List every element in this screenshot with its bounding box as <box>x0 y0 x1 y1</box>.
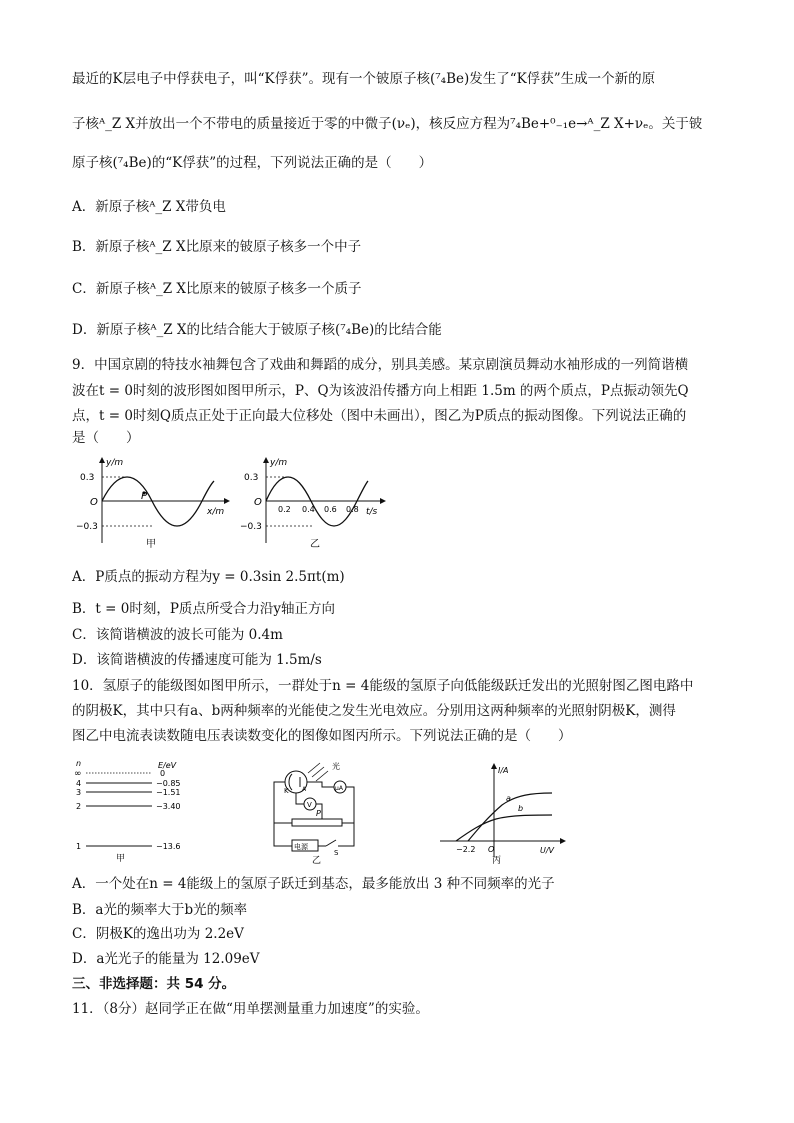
circuit-switch: S <box>334 849 339 857</box>
levels-n-inf: ∞ <box>74 769 82 779</box>
levels-n-3: 3 <box>76 788 82 797</box>
iv-curve-b: b <box>518 804 524 813</box>
circuit-caption: 乙 <box>312 856 322 866</box>
q10-figure-iv <box>436 757 576 867</box>
levels-n-4: 4 <box>76 779 82 788</box>
yi-top-tick: 0.3 <box>244 473 259 483</box>
iv-caption: 丙 <box>492 856 502 866</box>
q10-figure-circuit <box>262 757 382 867</box>
iv-origin: O <box>488 845 495 854</box>
jia-xlabel: x/m <box>207 507 225 517</box>
q8-option-d: D．新原子核ᴬ_Z X的比结合能大于铍原子核(⁷₄Be)的比结合能 <box>72 322 442 338</box>
q9-option-a: A．P质点的振动方程为y = 0.3sin 2.5πt(m) <box>72 569 345 585</box>
levels-e-4: −0.85 <box>156 779 181 788</box>
yi-ylabel: y/m <box>270 458 288 468</box>
q10-option-c: C．阴极K的逸出功为 2.2eV <box>72 926 244 942</box>
q10-line-2: 的阴极K，其中只有a、b两种频率的光能使之发生光电效应。分别用这两种频率的光照射阴极K，测得 <box>72 703 676 719</box>
q10-option-a: A．一个处在n = 4能级上的氢原子跃迁到基态，最多能放出 3 种不同频率的光子 <box>72 876 555 892</box>
iv-stop-voltage: −2.2 <box>456 845 476 854</box>
q8-option-a: A．新原子核ᴬ_Z X带负电 <box>72 199 226 215</box>
q10-figure-levels <box>72 757 222 867</box>
section-heading: 三、非选择题：共 54 分。 <box>72 976 236 992</box>
yi-caption: 乙 <box>310 539 320 550</box>
jia-top-tick: 0.3 <box>80 473 95 483</box>
levels-n-1: 1 <box>76 842 82 851</box>
circuit-voltmeter: V <box>307 801 312 809</box>
levels-n-header: n <box>76 759 82 768</box>
yi-tick-0-8: 0.8 <box>346 505 359 514</box>
q9-figure-yi <box>240 455 400 550</box>
levels-e-inf: 0 <box>160 769 166 778</box>
levels-caption: 甲 <box>116 854 126 864</box>
q8-line-3: 原子核(⁷₄Be)的“K俘获”的过程，下列说法正确的是（ ） <box>72 155 433 171</box>
jia-bottom-tick: −0.3 <box>76 522 98 532</box>
circuit-microammeter: μA <box>335 785 343 792</box>
q10-line-1: 10．氢原子的能级图如图甲所示，一群处于n = 4能级的氢原子向低能级跃迁发出的光照射图乙图电路中 <box>72 678 694 694</box>
q8-option-c: C．新原子核ᴬ_Z X比原来的铍原子核多一个质子 <box>72 281 362 297</box>
yi-xlabel: t/s <box>366 507 378 517</box>
q9-line-2: 波在t = 0时刻的波形图如图甲所示，P、Q为该波沿传播方向上相距 1.5m 的两个质点，P点振动领先Q <box>72 383 689 399</box>
levels-e-3: −1.51 <box>156 788 181 797</box>
levels-e-1: −13.6 <box>156 842 181 851</box>
jia-origin: O <box>90 497 98 508</box>
q9-line-3: 点，t = 0时刻Q质点正处于正向最大位移处（图中未画出），图乙为P质点的振动图像。下列说法正确的 <box>72 408 687 424</box>
circuit-slider-p: P <box>316 809 321 818</box>
q9-figure-jia <box>72 455 232 550</box>
q8-line-1: 最近的K层电子中俘获电子，叫“K俘获”。现有一个铍原子核(⁷₄Be)发生了“K俘获”生成一个新的原 <box>72 71 656 87</box>
q10-option-b: B．a光的频率大于b光的频率 <box>72 902 248 918</box>
jia-point-p: P <box>141 491 148 502</box>
q9-option-c: C．该简谐横波的波长可能为 0.4m <box>72 627 283 643</box>
yi-tick-0-2: 0.2 <box>278 505 291 514</box>
jia-ylabel: y/m <box>106 458 124 468</box>
q10-line-3: 图乙中电流表读数随电压表读数变化的图像如图丙所示。下列说法正确的是（ ） <box>72 728 572 744</box>
q9-line-1: 9．中国京剧的特技水袖舞包含了戏曲和舞蹈的成分，别具美感。某京剧演员舞动水袖形成的一列简谐横 <box>72 357 689 373</box>
yi-tick-0-4: 0.4 <box>302 505 315 514</box>
circuit-light: 光 <box>332 762 340 771</box>
q11-stem: 11．（8分）赵同学正在做“用单摆测量重力加速度”的实验。 <box>72 1001 429 1017</box>
iv-xlabel: U/V <box>540 846 555 855</box>
q9-line-4: 是（ ） <box>72 430 140 446</box>
levels-n-2: 2 <box>76 802 82 811</box>
iv-curve-a: a <box>506 794 511 803</box>
q10-option-d: D．a光光子的能量为 12.09eV <box>72 951 260 967</box>
jia-caption: 甲 <box>146 539 156 550</box>
circuit-cathode-k: K <box>284 787 289 795</box>
yi-origin: O <box>254 497 262 508</box>
circuit-source: 电源 <box>294 843 308 851</box>
q9-option-d: D．该简谐横波的传播速度可能为 1.5m/s <box>72 652 322 668</box>
circuit-anode-a: A <box>302 786 307 793</box>
q9-option-b: B．t = 0时刻，P质点所受合力沿y轴正方向 <box>72 601 336 617</box>
levels-e-header: E/eV <box>158 761 177 770</box>
levels-e-2: −3.40 <box>156 802 181 811</box>
q8-option-b: B．新原子核ᴬ_Z X比原来的铍原子核多一个中子 <box>72 239 362 255</box>
q8-line-2: 子核ᴬ_Z X并放出一个不带电的质量接近于零的中微子(νₑ)，核反应方程为⁷₄Be+⁰₋₁e→ᴬ_Z X+νₑ。关于铍 <box>72 116 703 132</box>
yi-tick-0-6: 0.6 <box>324 505 337 514</box>
yi-bottom-tick: −0.3 <box>240 522 262 532</box>
iv-ylabel: I/A <box>498 766 509 775</box>
